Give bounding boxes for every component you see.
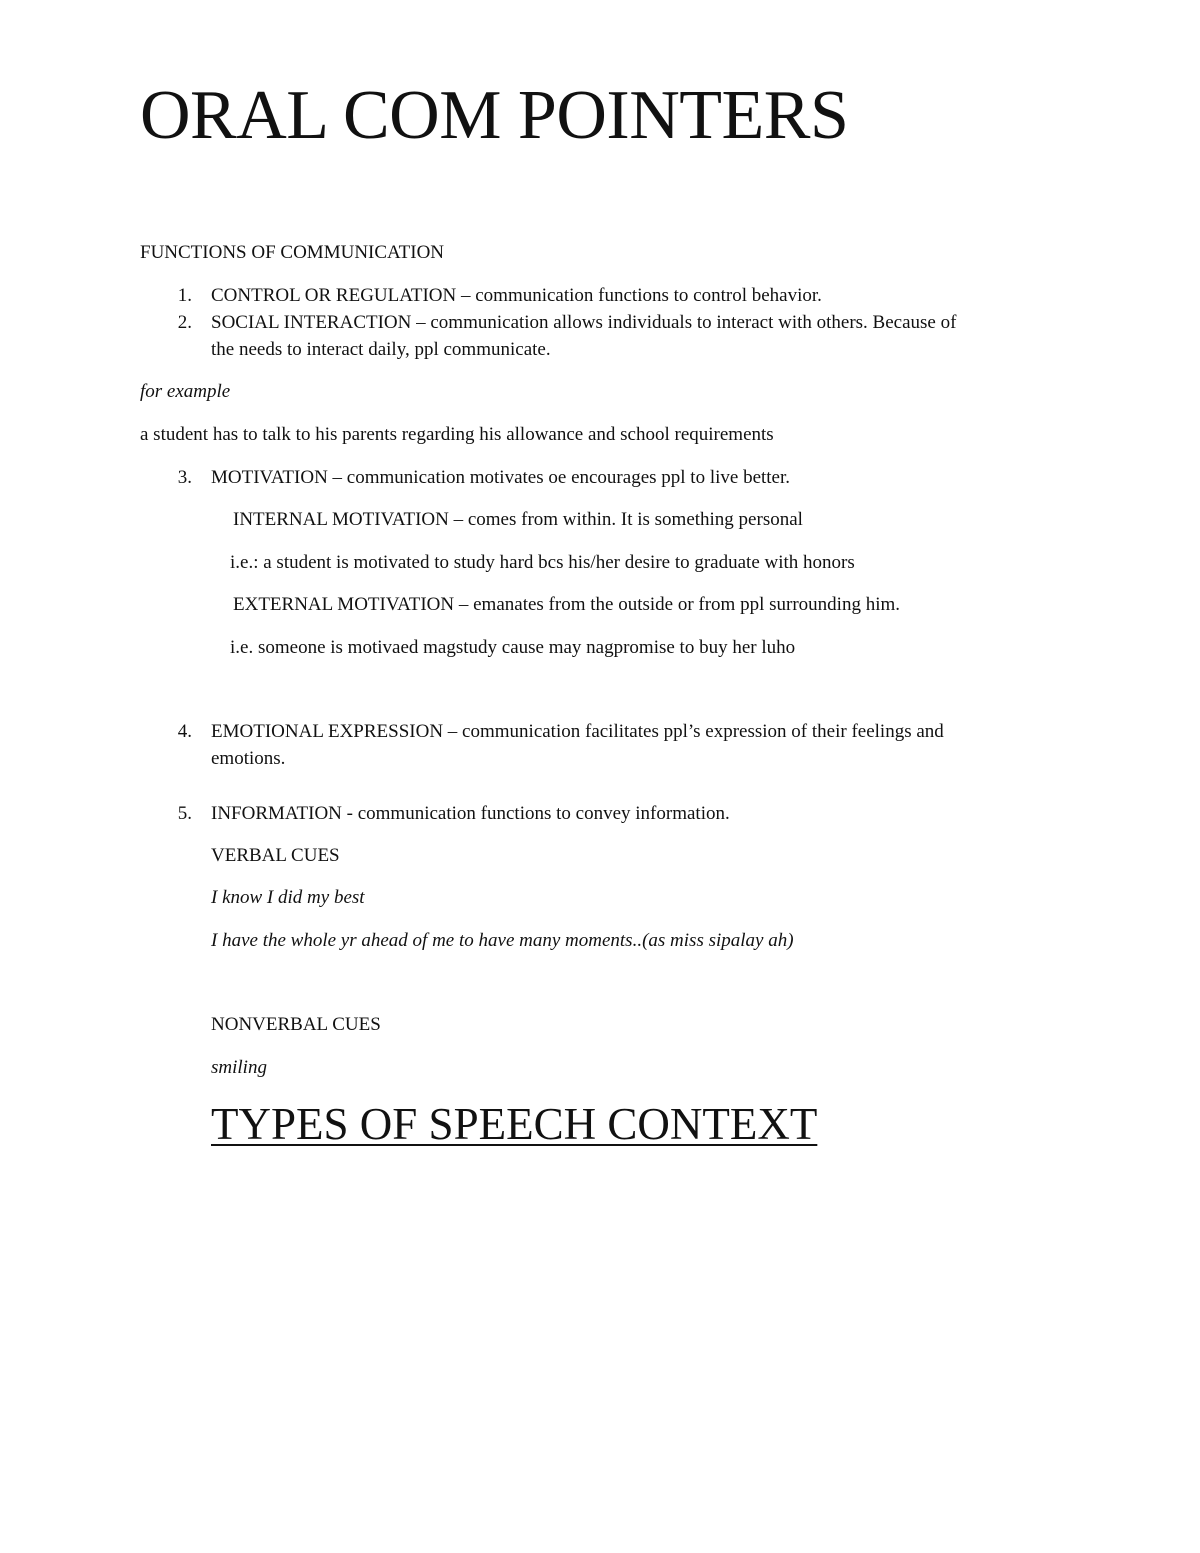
list-item-text: SOCIAL INTERACTION – communication allows individuals to interact with others. Because of (211, 312, 957, 333)
internal-motivation: INTERNAL MOTIVATION – comes from within. It is something personal (233, 509, 803, 530)
list-item-text-continuation: emotions. (211, 748, 286, 769)
list-item-text: EMOTIONAL EXPRESSION – communication facilitates ppl’s expression of their feelings and (211, 721, 944, 742)
external-motivation: EXTERNAL MOTIVATION – emanates from the outside or from ppl surrounding him. (233, 594, 901, 615)
nonverbal-cue-example: smiling (211, 1057, 267, 1078)
example-label: for example (140, 381, 231, 402)
verbal-cue-example: I know I did my best (211, 887, 365, 908)
document-title: ORAL COM POINTERS (140, 77, 849, 154)
list-item-number: 4. (177, 721, 192, 742)
nonverbal-cues-heading: NONVERBAL CUES (211, 1014, 381, 1035)
internal-motivation-example: i.e.: a student is motivated to study hard bcs his/her desire to graduate with honors (230, 552, 855, 573)
external-motivation-example: i.e. someone is motivaed magstudy cause may nagpromise to buy her luho (230, 637, 796, 658)
list-item-text: INFORMATION - communication functions to convey information. (211, 803, 730, 824)
list-item-text-continuation: the needs to interact daily, ppl communicate. (211, 339, 551, 360)
list-item-number: 1. (177, 285, 192, 306)
list-item-number: 2. (177, 312, 192, 333)
verbal-cue-example: I have the whole yr ahead of me to have many moments..(as miss sipalay ah) (211, 930, 794, 951)
list-item-number: 5. (177, 803, 192, 824)
list-item-number: 3. (177, 467, 192, 488)
list-item-text: MOTIVATION – communication motivates oe encourages ppl to live better. (211, 467, 791, 488)
verbal-cues-heading: VERBAL CUES (211, 845, 340, 866)
example-text: a student has to talk to his parents regarding his allowance and school requirements (140, 424, 774, 445)
section-heading: FUNCTIONS OF COMMUNICATION (140, 242, 445, 263)
list-item-text: CONTROL OR REGULATION – communication functions to control behavior. (211, 285, 822, 306)
section-subtitle: TYPES OF SPEECH CONTEXT (211, 1099, 818, 1149)
